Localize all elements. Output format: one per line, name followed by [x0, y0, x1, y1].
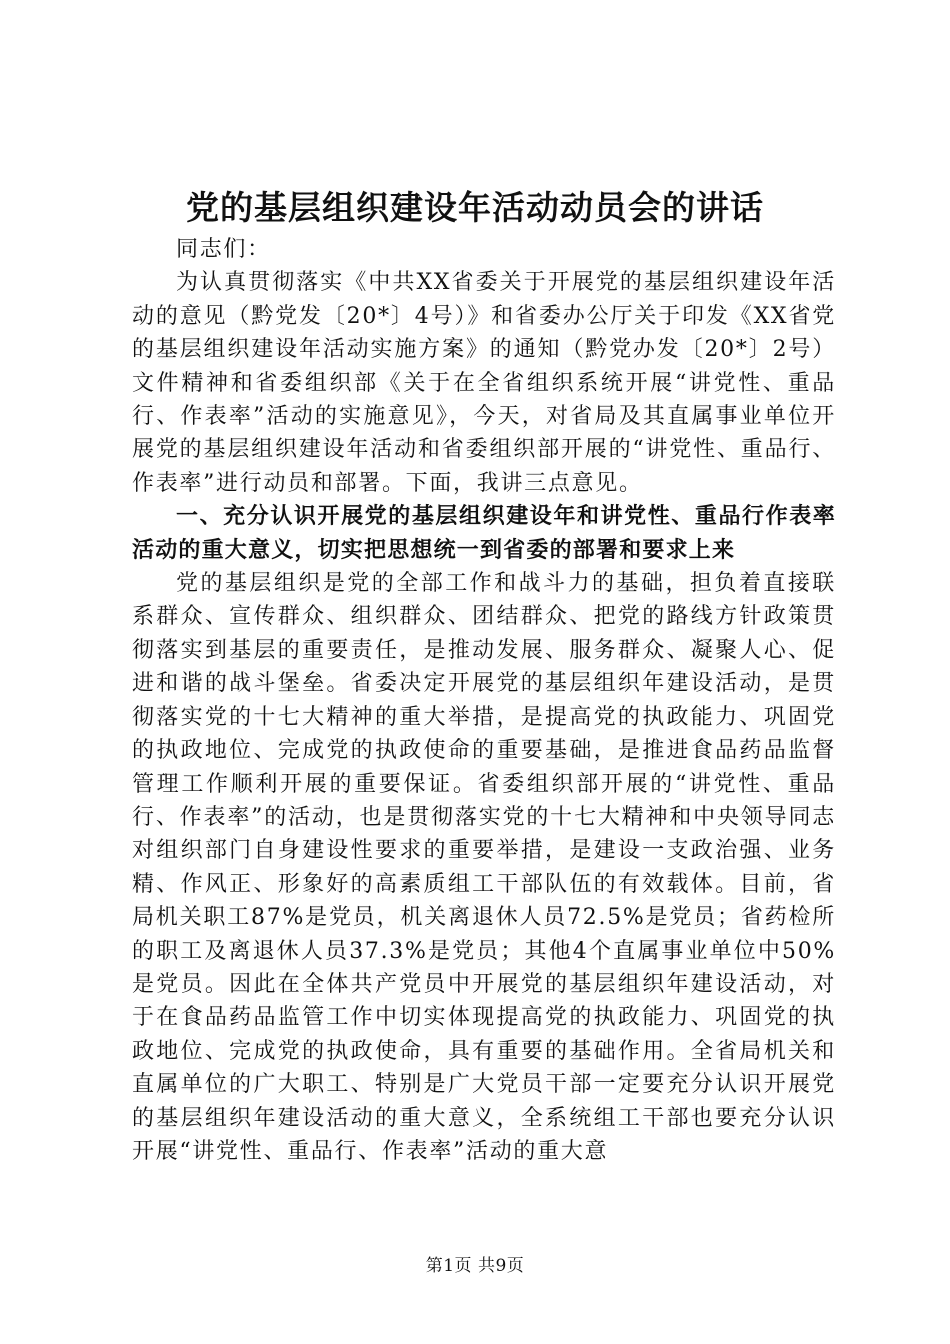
section-1-paragraph: 党的基层组织是党的全部工作和战斗力的基础，担负着直接联系群众、宣传群众、组织群众、团结群众、把党的路线方针政策贯彻落实到基层的重要责任，是推动发展、服务群众、凝聚人心、促进和谐的战斗堡垒。省委决定开展党的基层组织年建设活动，是贯彻落实党的十七大精神的重大举措，是提高党的执政能力、巩固党的执政地位、完成党的执政使命的重要基础，是推进食品药品监督管理工作顺利开展的重要保证。省委组织部开展的“讲党性、重品行、作表率”的活动，也是贯彻落实党的十七大精神和中央领导同志对组织部门自身建设性要求的重要举措，是建设一支政治强、业务精、作风正、形象好的高素质组工干部队伍的有效载体。目前，省局机关职工87%是党员，机关离退休人员72.5%是党员；省药检所的职工及离退休人员37.3%是党员；其他4个直属事业单位中50%是党员。因此在全体共产党员中开展党的基层组织年建设活动，对于在食品药品监管工作中切实体现提高党的执政能力、巩固党的执政地位、完成党的执政使命，具有重要的基础作用。全省局机关和直属单位的广大职工、特别是广大党员干部一定要充分认识开展党的基层组织年建设活动的重大意义，全系统组工干部也要充分认识开展“讲党性、重品行、作表率”活动的重大意 — [132, 571, 836, 1164]
intro-paragraph: 为认真贯彻落实《中共XX省委关于开展党的基层组织建设年活动的意见（黔党发〔20*〕4号）》和省委办公厅关于印发《XX省党的基层组织建设年活动实施方案》的通知（黔党办发〔20*〕2号）文件精神和省委组织部《关于在全省组织系统开展“讲党性、重品行、作表率”活动的实施意见》，今天，对省局及其直属事业单位开展党的基层组织建设年活动和省委组织部开展的“讲党性、重品行、作表率”进行动员和部署。下面，我讲三点意见。 — [132, 270, 836, 496]
salutation: 同志们： — [176, 237, 271, 262]
page-number-footer: 第1页 共9页 — [425, 1256, 525, 1276]
document-title: 党的基层组织建设年活动动员会的讲话 — [186, 188, 764, 227]
section-heading-1: 一、充分认识开展党的基层组织建设年和讲党性、重品行作表率活动的重大意义，切实把思想统一到省委的部署和要求上来 — [132, 504, 836, 563]
document-body — [132, 233, 836, 1168]
